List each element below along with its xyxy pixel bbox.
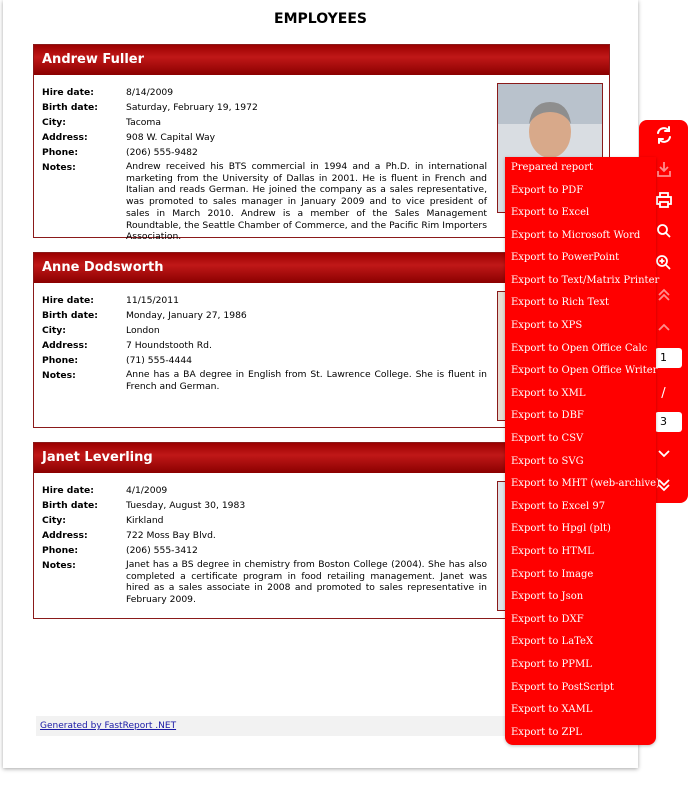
hire-date-value: 4/1/2009 (126, 485, 168, 496)
notes-value: Janet has a BS degree in chemistry from Boston College (2004). She has also completed a certificate program in food retailing management. Janet was hired as a sales associate in 2008 and promoted to sales representative in February 2009. (126, 559, 487, 606)
phone-value: (206) 555-3412 (126, 545, 198, 556)
address-label: Address: (42, 530, 88, 541)
menu-item-export-dbf[interactable]: Export to DBF (511, 410, 584, 421)
phone-label: Phone: (42, 355, 79, 366)
phone-label: Phone: (42, 147, 79, 158)
notes-value: Anne has a BA degree in English from St. Lawrence College. She is fluent in French and German. (126, 369, 487, 392)
phone-label: Phone: (42, 545, 79, 556)
notes-label: Notes: (42, 370, 76, 381)
notes-label: Notes: (42, 560, 76, 571)
city-value: London (126, 325, 160, 336)
menu-item-export-text-printer[interactable]: Export to Text/Matrix Printer (511, 275, 660, 286)
notes-label: Notes: (42, 162, 76, 173)
search-icon (656, 223, 672, 239)
prev-page-icon (657, 322, 671, 332)
menu-item-export-powerpoint[interactable]: Export to PowerPoint (511, 252, 620, 263)
export-icon (655, 160, 673, 178)
city-value: Kirkland (126, 515, 164, 526)
first-page-icon (657, 288, 671, 302)
menu-item-export-dxf[interactable]: Export to DXF (511, 614, 584, 625)
address-value: 908 W. Capital Way (126, 132, 216, 143)
city-value: Tacoma (126, 117, 161, 128)
birth-date-label: Birth date: (42, 500, 98, 511)
phone-value: (206) 555-9482 (126, 147, 198, 158)
current-page-input[interactable]: 1 (655, 348, 682, 368)
menu-item-export-csv[interactable]: Export to CSV (511, 433, 584, 444)
menu-item-export-svg[interactable]: Export to SVG (511, 456, 584, 467)
fastreport-link[interactable]: Generated by FastReport .NET (40, 721, 177, 731)
birth-date-value: Tuesday, August 30, 1983 (126, 500, 246, 511)
menu-item-export-xml[interactable]: Export to XML (511, 388, 586, 399)
menu-item-export-json[interactable]: Export to Json (511, 591, 584, 602)
address-value: 7 Houndstooth Rd. (126, 340, 212, 351)
total-pages-field: 3 (655, 412, 682, 432)
city-label: City: (42, 325, 66, 336)
phone-value: (71) 555-4444 (126, 355, 193, 366)
menu-item-export-ppml[interactable]: Export to PPML (511, 659, 592, 670)
menu-item-export-excel[interactable]: Export to Excel (511, 207, 590, 218)
birth-date-label: Birth date: (42, 102, 98, 113)
hire-date-value: 11/15/2011 (126, 295, 179, 306)
menu-item-export-image[interactable]: Export to Image (511, 569, 594, 580)
menu-item-export-oo-calc[interactable]: Export to Open Office Calc (511, 343, 648, 354)
hire-date-value: 8/14/2009 (126, 87, 174, 98)
menu-item-export-mht[interactable]: Export to MHT (web-archive) (511, 478, 660, 489)
menu-item-export-latex[interactable]: Export to LaTeX (511, 636, 594, 647)
birth-date-label: Birth date: (42, 310, 98, 321)
birth-date-value: Saturday, February 19, 1972 (126, 102, 258, 113)
employee-name: Janet Leverling (34, 443, 609, 473)
address-label: Address: (42, 340, 88, 351)
menu-item-export-rich-text[interactable]: Export to Rich Text (511, 297, 609, 308)
menu-item-export-html[interactable]: Export to HTML (511, 546, 594, 557)
hire-date-label: Hire date: (42, 87, 94, 98)
notes-value: Andrew received his BTS commercial in 1994 and a Ph.D. in international marketing from the University of Dallas in 2001. He is fluent in French and Italian and reads German. He joined the company as a sales representative, was promoted to sales manager in January 2009 and to vice president of sales in March 2010. Andrew is a member of the Sales Management Roundtable, the Seattle Chamber of Commerce, and the Pacific Rim Importers Association. (126, 161, 487, 243)
menu-item-export-hpgl[interactable]: Export to Hpgl (plt) (511, 523, 611, 534)
menu-item-export-zpl[interactable]: Export to ZPL (511, 727, 582, 738)
menu-item-export-word[interactable]: Export to Microsoft Word (511, 230, 641, 241)
employee-fields (42, 483, 487, 606)
hire-date-label: Hire date: (42, 295, 94, 306)
menu-item-export-excel97[interactable]: Export to Excel 97 (511, 501, 606, 512)
city-label: City: (42, 515, 66, 526)
employee-fields (42, 293, 487, 392)
address-value: 722 Moss Bay Blvd. (126, 530, 216, 541)
page-separator: / (661, 386, 666, 401)
menu-item-export-xps[interactable]: Export to XPS (511, 320, 583, 331)
menu-item-export-oo-writer[interactable]: Export to Open Office Writer (511, 365, 658, 376)
refresh-button[interactable] (639, 122, 688, 148)
print-icon (655, 191, 673, 209)
menu-item-export-postscript[interactable]: Export to PostScript (511, 682, 614, 693)
employee-name: Andrew Fuller (34, 45, 609, 75)
zoom-in-icon (655, 254, 672, 271)
birth-date-value: Monday, January 27, 1986 (126, 310, 247, 321)
hire-date-label: Hire date: (42, 485, 94, 496)
export-menu (505, 157, 660, 745)
next-page-icon (657, 449, 671, 459)
refresh-icon (655, 126, 673, 144)
menu-item-prepared-report[interactable]: Prepared report (511, 162, 593, 173)
report-title: EMPLOYEES (274, 11, 367, 27)
employee-name: Anne Dodsworth (34, 253, 609, 283)
address-label: Address: (42, 132, 88, 143)
employee-fields (42, 85, 487, 243)
menu-item-export-pdf[interactable]: Export to PDF (511, 185, 584, 196)
menu-item-export-xaml[interactable]: Export to XAML (511, 704, 593, 715)
city-label: City: (42, 117, 66, 128)
